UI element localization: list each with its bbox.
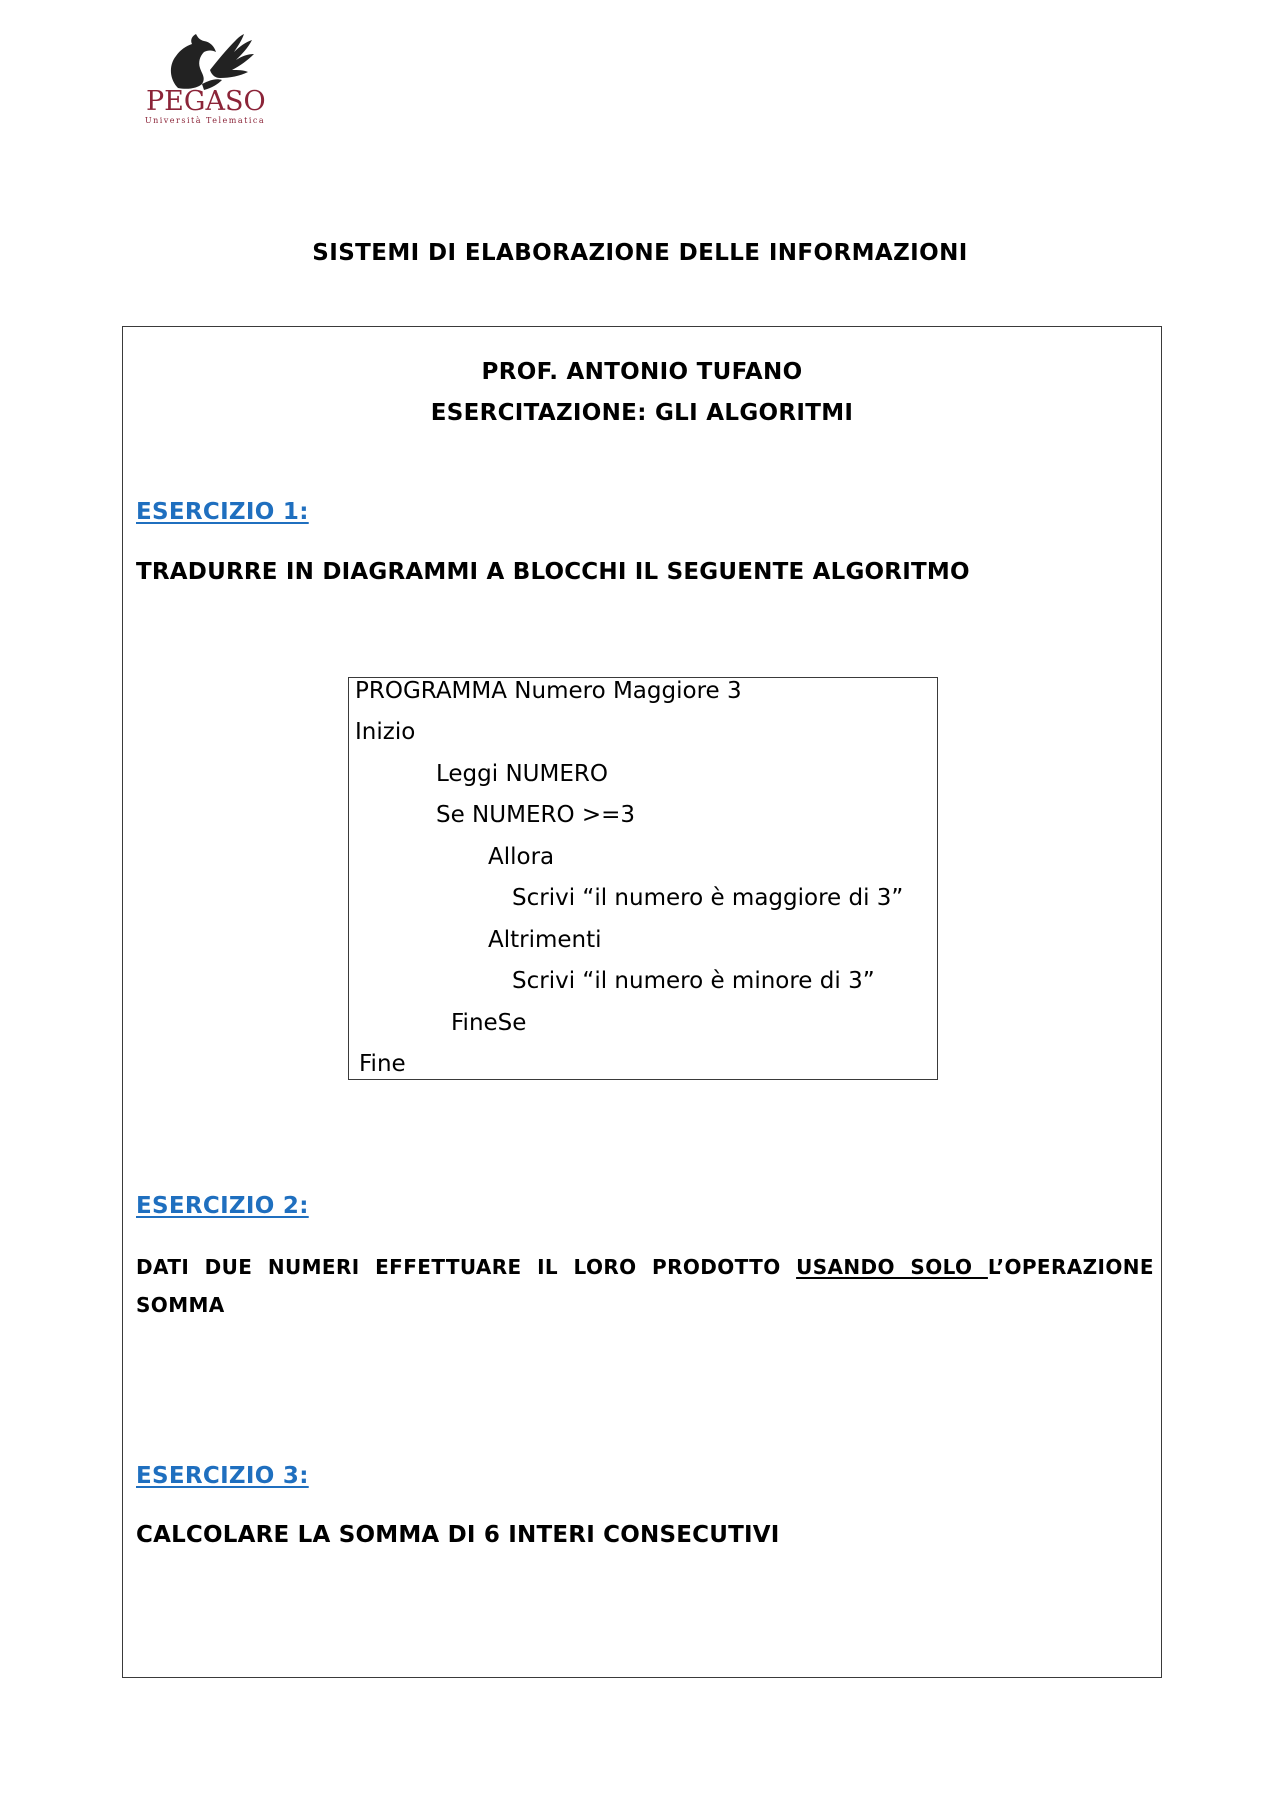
- logo-wordmark: PEGASO: [146, 86, 266, 117]
- exercise-1-heading: ESERCIZIO 1:: [136, 499, 309, 525]
- exercise-3-text: CALCOLARE LA SOMMA DI 6 INTERI CONSECUTIVI: [136, 1522, 780, 1548]
- exercise-sheet-title: ESERCITAZIONE: GLI ALGORITMI: [430, 400, 854, 426]
- exercise-2-text-start: DATI DUE NUMERI EFFETTUARE IL LORO PRODOTTO: [136, 1255, 797, 1279]
- algorithm-line: PROGRAMMA Numero Maggiore 3: [355, 678, 742, 704]
- algorithm-line: Se NUMERO >=3: [436, 802, 636, 828]
- algorithm-line: FineSe: [451, 1010, 527, 1036]
- algorithm-line: Scrivi “il numero è minore di 3”: [512, 968, 875, 994]
- algorithm-line: Altrimenti: [488, 927, 602, 953]
- logo-subtitle: Università Telematica: [144, 116, 266, 125]
- algorithm-line: Leggi NUMERO: [436, 761, 608, 787]
- algorithm-box: [348, 677, 938, 1080]
- exercise-2-text-end: L’OPERAZIONE SOMMA: [136, 1255, 1154, 1317]
- algorithm-line: Inizio: [355, 719, 416, 745]
- exercise-2-text-underlined: USANDO SOLO: [796, 1255, 988, 1279]
- exercise-frame: [122, 326, 1162, 1678]
- course-title: SISTEMI DI ELABORAZIONE DELLE INFORMAZIONI: [312, 240, 968, 266]
- algorithm-line: Scrivi “il numero è maggiore di 3”: [512, 885, 904, 911]
- exercise-1-text: TRADURRE IN DIAGRAMMI A BLOCCHI IL SEGUENTE ALGORITMO: [136, 559, 970, 585]
- pegasus-horse-icon: [140, 30, 270, 92]
- pegaso-logo: [140, 30, 270, 130]
- exercise-2-text: [136, 1248, 1154, 1324]
- exercise-3-heading: ESERCIZIO 3:: [136, 1463, 309, 1489]
- algorithm-line: Fine: [359, 1051, 406, 1077]
- professor-name: PROF. ANTONIO TUFANO: [481, 359, 803, 385]
- algorithm-line: Allora: [488, 844, 555, 870]
- exercise-2-heading: ESERCIZIO 2:: [136, 1193, 309, 1219]
